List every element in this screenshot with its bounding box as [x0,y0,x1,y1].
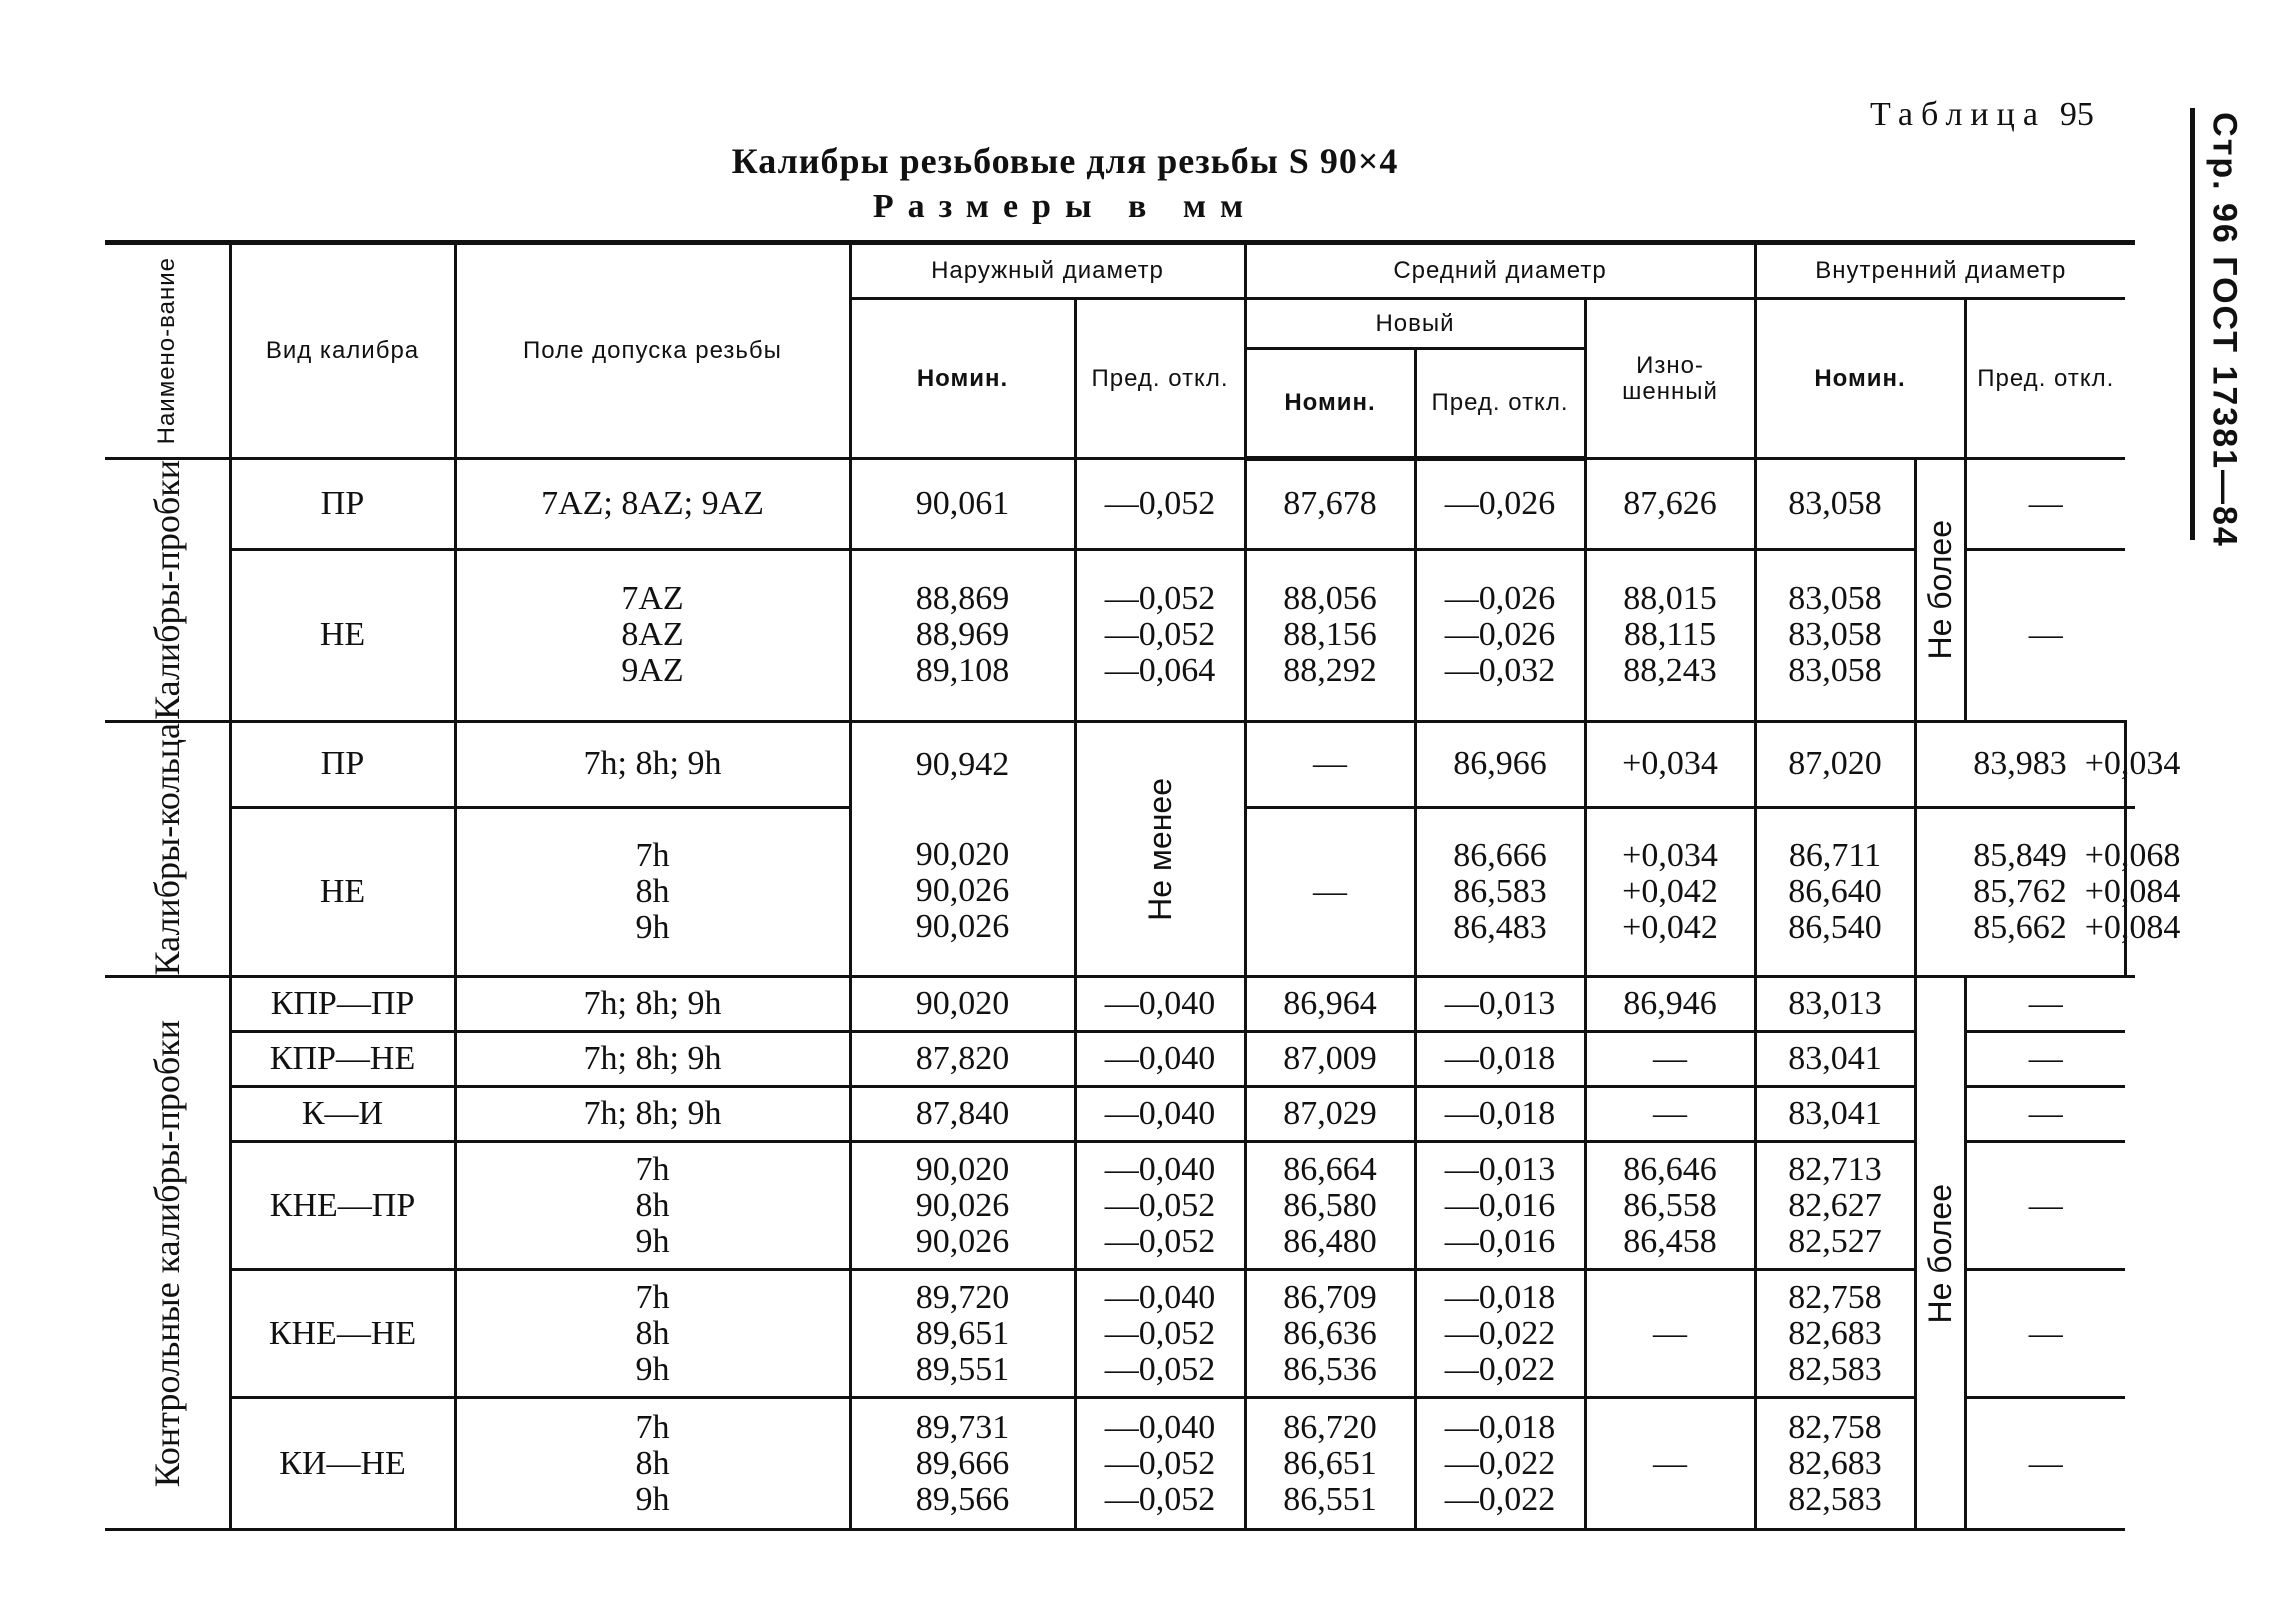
header-id-deviation: Пред. откл. [1965,299,2125,459]
document-title: Калибры резьбовые для резьбы S 90×4 [731,141,1399,181]
table-row [105,1270,2135,1398]
cell-value: — [1313,873,1347,911]
cell-value: 82,758 [1788,1278,1882,1316]
outer-deviation [1075,1032,1245,1087]
cell-value: 83,983 [1973,745,2067,783]
inner-deviation [1965,459,2125,550]
inner-nominal [1755,1398,1915,1530]
cell-value: 89,566 [915,1480,1010,1518]
cell-value: 89,720 [915,1278,1010,1316]
cell-value: — [2028,484,2063,522]
cell-value: 86,964 [1283,985,1377,1023]
inner-deviation [1965,1398,2125,1530]
cell-value: —0,022 [1444,1480,1556,1518]
cell-value: 87,009 [1283,1040,1377,1078]
cell-value: — [1653,1095,1687,1133]
middle-nominal [1415,721,1585,807]
cell-value: 88,115 [1623,616,1717,654]
cell-value: 90,026 [915,1186,1010,1224]
cell-value: 9h [635,1222,670,1260]
cell-value: 90,026 [915,872,1010,910]
cell-value: 86,483 [1453,909,1547,947]
middle-deviation [1415,1142,1585,1270]
middle-deviation [1415,1087,1585,1142]
middle-nominal [1415,807,1585,977]
cell-value: +0,034 [1622,837,1718,875]
cell-value: — [2028,1040,2063,1078]
cell-value: —0,018 [1444,1278,1556,1316]
cell-value: 85,662 [1973,909,2067,947]
cell-value: —0,018 [1444,1095,1556,1133]
header-outer-diameter: Наружный диаметр [850,243,1245,299]
cell-value: 86,536 [1283,1350,1377,1388]
table-row [105,549,2135,721]
middle-deviation [1415,1270,1585,1398]
cell-value: 90,942 [915,746,1010,784]
cell-value: 86,558 [1623,1186,1717,1224]
cell-value: 9h [635,1350,670,1388]
middle-deviation [1415,459,1585,550]
header-middle-diameter: Средний диаметр [1245,243,1755,299]
cell-value: —0,018 [1444,1408,1556,1446]
cell-value: 7h [635,1278,670,1316]
inner-nominal [1755,459,1915,550]
cell-value: 86,551 [1283,1480,1377,1518]
table-number [1870,96,2094,134]
header-od-nominal: Номин. [850,299,1075,459]
cell-value: — [1653,1040,1687,1078]
cell-value: 88,243 [1623,652,1717,690]
cell-value: 83,058 [1788,580,1882,618]
outer-deviation [1245,807,1415,977]
cell-value: 82,583 [1788,1480,1882,1518]
tolerance-field [455,807,850,977]
cell-value: 86,966 [1453,745,1547,783]
cell-value: +0,034 [1622,745,1718,783]
cell-value: 90,020 [915,1150,1010,1188]
cell-value: 86,720 [1283,1408,1377,1446]
outer-nominal [850,1270,1075,1398]
outer-nominal [850,721,1075,807]
inner-deviation [1965,549,2125,721]
cell-value: —0,052 [1104,1222,1216,1260]
inner-deviation [1965,1032,2125,1087]
note-not-less: Не менее [1075,721,1245,976]
cell-value: 8h [635,1314,670,1352]
cell-value: 88,156 [1283,616,1377,654]
inner-deviation [2084,807,2181,977]
cell-value: — [1653,1444,1687,1482]
cell-value: —0,052 [1104,1186,1216,1224]
middle-worn [1585,1270,1755,1398]
gauge-type: КНЕ—НЕ [230,1270,455,1398]
cell-value: —0,016 [1444,1222,1556,1260]
cell-value: 86,666 [1453,837,1547,875]
middle-worn [1585,1398,1755,1530]
cell-value: 86,540 [1788,909,1882,947]
cell-value: 90,061 [915,484,1010,522]
page-reference: Стр. 96 ГОСТ 17381—84 [2205,112,2244,548]
table-row [105,1087,2135,1142]
cell-value: 7h; 8h; 9h [583,1040,722,1078]
cell-value: —0,022 [1444,1350,1556,1388]
cell-value: — [2028,1444,2063,1482]
cell-value: —0,026 [1444,616,1556,654]
tolerance-field [455,549,850,721]
cell-value: 83,013 [1788,985,1882,1023]
middle-nominal [1245,1032,1415,1087]
cell-value: — [2028,1186,2063,1224]
cell-value: 82,713 [1788,1150,1882,1188]
outer-deviation [1075,977,1245,1032]
middle-nominal [1245,459,1415,550]
gauge-type: ПР [230,721,455,807]
cell-value: 86,709 [1283,1278,1377,1316]
middle-nominal [1245,549,1415,721]
cell-value: —0,013 [1444,985,1556,1023]
header-pole-dopuska: Поле допуска резьбы [455,243,850,459]
outer-nominal [850,977,1075,1032]
cell-value: —0,052 [1104,1480,1216,1518]
table-body [105,459,2181,1530]
cell-value: — [1313,745,1347,783]
cell-value: 90,026 [915,908,1010,946]
outer-deviation [1075,1142,1245,1270]
outer-nominal [850,1398,1075,1530]
cell-value: 9AZ [621,652,684,690]
cell-value: 86,458 [1623,1222,1717,1260]
gauge-type: НЕ [230,807,455,977]
cell-value: 87,820 [915,1040,1010,1078]
table-row [105,721,2135,807]
middle-deviation [1415,977,1585,1032]
outer-nominal [850,549,1075,721]
gauge-table [105,240,2181,1531]
cell-value: +0,084 [2084,873,2181,911]
table-header [105,243,2135,459]
cell-value: 82,627 [1788,1186,1882,1224]
cell-value: —0,040 [1104,1408,1216,1446]
outer-nominal [850,1087,1075,1142]
middle-deviation [1415,1032,1585,1087]
cell-value: —0,052 [1104,616,1216,654]
inner-deviation [2084,721,2181,807]
cell-value: —0,032 [1444,652,1556,690]
cell-value: 86,640 [1788,873,1882,911]
middle-nominal [1245,977,1415,1032]
outer-deviation [1075,1087,1245,1142]
gauge-type: КНЕ—ПР [230,1142,455,1270]
cell-value: 89,108 [915,652,1010,690]
table-row [105,1142,2135,1270]
cell-value: 7AZ [621,580,684,618]
cell-value: 82,758 [1788,1408,1882,1446]
cell-value: —0,052 [1104,1350,1216,1388]
middle-deviation [1585,721,1755,807]
table-row [105,459,2135,550]
cell-value: 88,869 [915,580,1010,618]
cell-value: 90,020 [915,836,1010,874]
middle-worn [1755,807,1915,977]
cell-value: 82,683 [1788,1314,1882,1352]
outer-deviation [1245,721,1415,807]
tolerance-field [455,1032,850,1087]
cell-value: —0,052 [1104,1314,1216,1352]
tolerance-field [455,1270,850,1398]
cell-value: 90,026 [915,1222,1010,1260]
tolerance-field [455,1087,850,1142]
cell-value: 86,580 [1283,1186,1377,1224]
gauge-type: НЕ [230,549,455,721]
tolerance-field [455,459,850,550]
cell-value: 83,058 [1788,616,1882,654]
inner-nominal [1755,1142,1915,1270]
table-word: Таблица [1870,96,2046,133]
header-new: Новый [1245,299,1585,349]
middle-nominal [1245,1270,1415,1398]
outer-deviation [1075,549,1245,721]
outer-nominal [850,1032,1075,1087]
cell-value: — [2028,1095,2063,1133]
cell-value: 7AZ; 8AZ; 9AZ [541,484,764,522]
cell-value: 89,731 [915,1408,1010,1446]
cell-value: 83,041 [1788,1095,1882,1133]
cell-value: +0,042 [1622,909,1718,947]
cell-value: 8h [635,1186,670,1224]
middle-deviation [1415,549,1585,721]
cell-value: 7h; 8h; 9h [583,1095,722,1133]
group-ring-gauges: Калибры-кольца [105,721,230,976]
group-control-plug-gauges: Контрольные калибры-пробки [105,977,230,1530]
cell-value: 87,840 [915,1095,1010,1133]
middle-worn [1585,977,1755,1032]
cell-value: —0,022 [1444,1314,1556,1352]
cell-value: 7h; 8h; 9h [583,745,722,783]
header-worn: Изно-шенный [1585,299,1755,459]
header-vid-kalibra: Вид калибра [230,243,455,459]
gauge-type: К—И [230,1087,455,1142]
cell-value: 89,651 [915,1314,1010,1352]
gauge-type: КИ—НЕ [230,1398,455,1530]
middle-worn [1585,1087,1755,1142]
header-inner-diameter: Внутренний диаметр [1755,243,2125,299]
cell-value: —0,064 [1104,652,1216,690]
cell-value: —0,040 [1104,1040,1216,1078]
outer-nominal [850,807,1075,977]
inner-nominal [1755,1087,1915,1142]
cell-value: 88,056 [1283,580,1377,618]
cell-value: 90,020 [915,985,1010,1023]
middle-nominal [1245,1398,1415,1530]
cell-value: 87,678 [1283,485,1377,523]
cell-value: 86,664 [1283,1150,1377,1188]
outer-deviation [1075,1270,1245,1398]
middle-nominal [1245,1142,1415,1270]
middle-deviation [1415,1398,1585,1530]
gauge-type: КПР—НЕ [230,1032,455,1087]
middle-worn [1585,1142,1755,1270]
cell-value: 85,762 [1973,873,2067,911]
middle-worn [1755,721,1915,807]
cell-value: 83,058 [1788,652,1882,690]
table-number-value: 95 [2059,96,2094,133]
group-plug-gauges: Калибры-пробки [105,459,230,722]
cell-value: — [2028,616,2063,654]
inner-deviation [1965,1142,2125,1270]
cell-value: 7h [635,1408,670,1446]
middle-worn [1585,1032,1755,1087]
cell-value: 85,849 [1973,837,2067,875]
units-subtitle: Размеры в мм [872,188,1258,225]
cell-value: 87,020 [1788,745,1882,783]
cell-value: +0,084 [2084,909,2181,947]
cell-value: —0,040 [1104,1095,1216,1133]
cell-value: —0,052 [1104,580,1216,618]
table-row [105,1398,2135,1530]
cell-value: 87,626 [1623,484,1717,522]
cell-value: +0,034 [2084,744,2181,782]
outer-deviation [1075,459,1245,550]
cell-value: 8h [635,873,670,911]
tolerance-field [455,721,850,807]
header-md-nominal: Номин. [1245,349,1415,459]
inner-nominal [1755,1270,1915,1398]
cell-value: +0,068 [2084,837,2181,875]
cell-value: —0,052 [1104,484,1216,522]
cell-value: 83,041 [1788,1040,1882,1078]
header-id-nominal: Номин. [1755,299,1965,459]
cell-value: 9h [635,909,670,947]
middle-deviation [1585,807,1755,977]
outer-nominal [850,1142,1075,1270]
inner-deviation [1965,1270,2125,1398]
cell-value: +0,042 [1622,873,1718,911]
cell-value: 86,651 [1283,1444,1377,1482]
cell-value: 9h [635,1480,670,1518]
outer-nominal [850,459,1075,550]
cell-value: 8h [635,1444,670,1482]
header-md-deviation: Пред. откл. [1415,349,1585,459]
cell-value: 82,583 [1788,1350,1882,1388]
cell-value: 86,583 [1453,873,1547,911]
cell-value: 86,646 [1623,1150,1717,1188]
inner-nominal [1755,977,1915,1032]
cell-value: 88,969 [915,616,1010,654]
note-not-more: Не более [1915,977,1965,1530]
cell-value: 88,015 [1623,580,1717,618]
cell-value: —0,040 [1104,1150,1216,1188]
note-not-more: Не более [1915,459,1965,722]
cell-value: 86,480 [1283,1222,1377,1260]
cell-value: —0,013 [1444,1150,1556,1188]
cell-value: 86,711 [1788,837,1882,875]
cell-value: 7h [635,1150,670,1188]
gauge-type: ПР [230,459,455,550]
outer-deviation [1075,1398,1245,1530]
cell-value: —0,026 [1444,580,1556,618]
cell-value: 82,683 [1788,1444,1882,1482]
cell-value: 7h [635,837,670,875]
inner-deviation [1965,977,2125,1032]
header-naimenovanie: Наимено-вание [105,243,230,459]
cell-value: —0,040 [1104,1278,1216,1316]
middle-worn [1585,459,1755,550]
cell-value: —0,022 [1444,1444,1556,1482]
cell-value: — [2028,985,2063,1023]
cell-value: 88,292 [1283,652,1377,690]
cell-value: — [1653,1314,1687,1352]
tolerance-field [455,1142,850,1270]
cell-value: 87,029 [1283,1095,1377,1133]
cell-value: —0,040 [1104,985,1216,1023]
cell-value: 86,946 [1623,985,1717,1023]
middle-nominal [1245,1087,1415,1142]
gauge-type: КПР—ПР [230,977,455,1032]
cell-value: —0,052 [1104,1444,1216,1482]
cell-value: —0,026 [1444,485,1556,523]
cell-value: 89,666 [915,1444,1010,1482]
cell-value: 8AZ [621,616,684,654]
inner-deviation [1965,1087,2125,1142]
inner-nominal [1755,549,1915,721]
header-od-deviation: Пред. откл. [1075,299,1245,459]
cell-value: 89,551 [915,1350,1010,1388]
table-row [105,977,2135,1032]
tolerance-field [455,977,850,1032]
cell-value: —0,018 [1444,1040,1556,1078]
cell-value: — [2028,1314,2063,1352]
inner-nominal [1755,1032,1915,1087]
cell-value: 86,636 [1283,1314,1377,1352]
tolerance-field [455,1398,850,1530]
cell-value: 7h; 8h; 9h [583,985,722,1023]
cell-value: 82,527 [1788,1222,1882,1260]
cell-value: 83,058 [1788,484,1882,522]
middle-worn [1585,549,1755,721]
cell-value: —0,016 [1444,1186,1556,1224]
table-row [105,1032,2135,1087]
